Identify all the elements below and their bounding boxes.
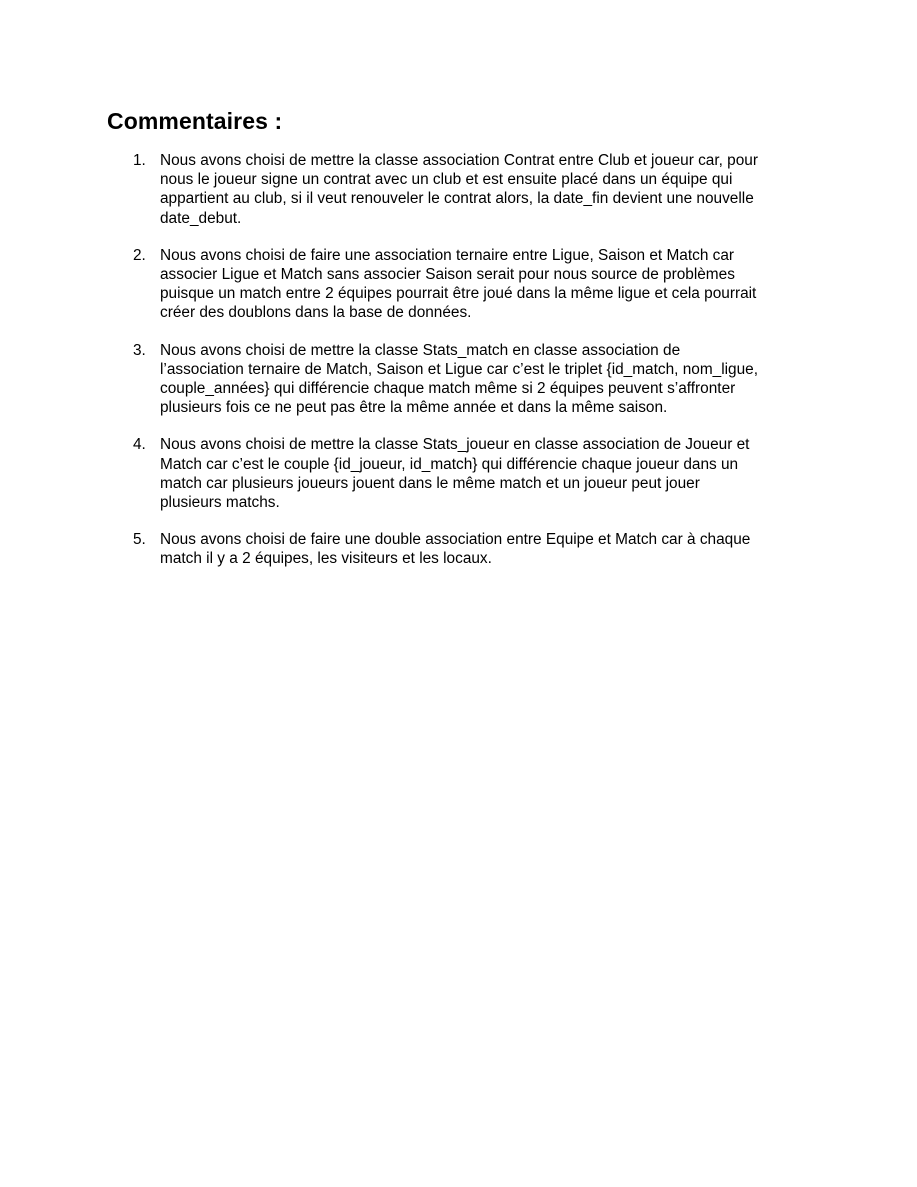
item-text — [160, 151, 810, 228]
text-line: Match car c’est le couple {id_joueur, id_match} qui différencie chaque joueur dans un — [160, 455, 739, 473]
comment-item-3 — [0, 341, 917, 418]
text-line: Nous avons choisi de mettre la classe Stats_joueur en classe association de Joueur et — [160, 436, 750, 454]
comment-item-4 — [0, 435, 917, 512]
item-number: 1. — [133, 152, 146, 169]
item-text — [160, 435, 810, 512]
text-line: Nous avons choisi de mettre la classe association Contrat entre Club et joueur car, pour — [160, 152, 758, 169]
text-line: match il y a 2 équipes, les visiteurs et les locaux. — [160, 550, 492, 568]
page-heading: Commentaires : — [107, 108, 283, 134]
item-number: 4. — [133, 436, 146, 454]
text-line: créer des doublons dans la base de données. — [160, 304, 472, 322]
item-text — [160, 341, 810, 418]
text-line: Nous avons choisi de mettre la classe Stats_match en classe association de — [160, 341, 681, 359]
item-number: 3. — [133, 341, 146, 359]
comment-item-5 — [0, 530, 917, 568]
text-line: Nous avons choisi de faire une double association entre Equipe et Match car à chaque — [160, 531, 751, 549]
comment-list — [0, 151, 917, 587]
comment-item-2 — [0, 246, 917, 323]
text-line: l’association ternaire de Match, Saison et Ligue car c’est le triplet {id_match, nom_ligue, — [160, 360, 758, 378]
comment-item-1 — [0, 151, 917, 228]
text-line: match car plusieurs joueurs jouent dans le même match et un joueur peut jouer — [160, 474, 700, 492]
text-line: plusieurs matchs. — [160, 494, 280, 512]
item-number: 5. — [133, 531, 146, 549]
text-line: puisque un match entre 2 équipes pourrait être joué dans la même ligue et cela pourrait — [160, 285, 757, 303]
item-number: 2. — [133, 246, 146, 264]
text-line: nous le joueur signe un contrat avec un club et est ensuite placé dans un équipe qui — [160, 171, 733, 189]
text-line: associer Ligue et Match sans associer Saison serait pour nous source de problèmes — [160, 266, 735, 284]
text-line: appartient au club, si il veut renouveler le contrat alors, la date_fin devient une nouvelle — [160, 190, 754, 208]
text-line: couple_années} qui différencie chaque match même si 2 équipes peuvent s’affronter — [160, 380, 736, 398]
item-text — [160, 246, 810, 323]
item-text — [160, 530, 810, 568]
text-line: Nous avons choisi de faire une association ternaire entre Ligue, Saison et Match car — [160, 246, 735, 264]
text-line: plusieurs fois ce ne peut pas être la même année et dans la même saison. — [160, 399, 668, 417]
text-line: date_debut. — [160, 209, 242, 227]
